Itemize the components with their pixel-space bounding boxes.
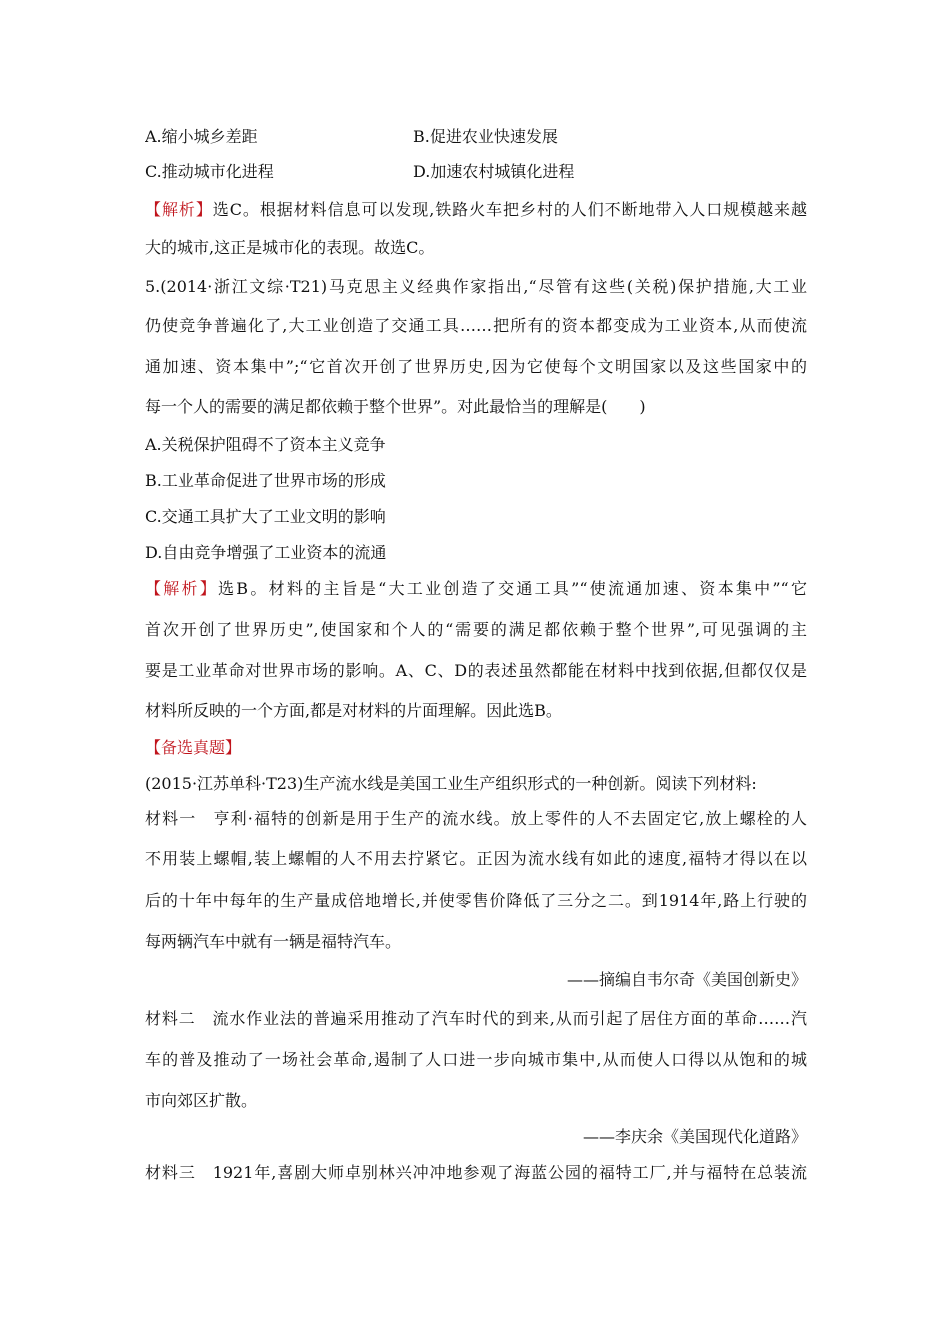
q5-option-a: A.关税保护阻碍不了资本主义竞争 <box>145 435 386 454</box>
material-1-line-1: 材料一 亨利·福特的创新是用于生产的流水线。放上零件的人不去固定它,放上螺栓的人 <box>145 809 807 828</box>
backup-heading: 【备选真题】 <box>145 738 242 757</box>
material-1-line-3: 后的十年中每年的生产量成倍地增长,并使零售价降低了三分之二。到1914年,路上行驶的 <box>145 891 807 910</box>
q5-analysis-line-4: 材料所反映的一个方面,都是对材料的片面理解。因此选B。 <box>145 701 562 720</box>
q4-option-a: A.缩小城乡差距 <box>145 127 258 146</box>
analysis-tag: 【解析】 <box>145 579 219 598</box>
q5-analysis-line-1 <box>145 579 807 599</box>
material-1-source: ——摘编自韦尔奇《美国创新史》 <box>566 970 807 989</box>
material-2-line-1: 材料二 流水作业法的普遍采用推动了汽车时代的到来,从而引起了居住方面的革命……汽 <box>145 1009 807 1028</box>
material-3-line-1: 材料三 1921年,喜剧大师卓别林兴冲冲地参观了海蓝公园的福特工厂,并与福特在总装流 <box>145 1163 807 1182</box>
q5-stem-line-3: 通加速、资本集中”;“它首次开创了世界历史,因为它使每个文明国家以及这些国家中的 <box>145 357 807 376</box>
material-2-line-2: 车的普及推动了一场社会革命,遏制了人口进一步向城市集中,从而使人口得以从饱和的城 <box>145 1050 807 1069</box>
q5-option-c: C.交通工具扩大了工业文明的影响 <box>145 507 386 526</box>
q4-option-d: D.加速农村城镇化进程 <box>413 162 575 181</box>
material-1-line-2: 不用装上螺帽,装上螺帽的人不用去拧紧它。正因为流水线有如此的速度,福特才得以在以 <box>145 849 807 868</box>
q5-stem-line-4: 每一个人的需要的满足都依赖于整个世界”。对此最恰当的理解是( ) <box>145 397 646 416</box>
q4-option-b: B.促进农业快速发展 <box>413 127 558 146</box>
q5-stem-line-2: 仍使竞争普遍化了,大工业创造了交通工具……把所有的资本都变成为工业资本,从而使流 <box>145 316 807 335</box>
q4-analysis-line-1 <box>145 200 807 220</box>
q5-analysis-line-3: 要是工业革命对世界市场的影响。A、C、D的表述虽然都能在材料中找到依据,但都仅仅是 <box>145 661 807 680</box>
material-1-line-4: 每两辆汽车中就有一辆是福特汽车。 <box>145 932 402 951</box>
analysis-tag: 【解析】 <box>145 200 213 219</box>
material-2-line-3: 市向郊区扩散。 <box>145 1091 258 1110</box>
q5-option-d: D.自由竞争增强了工业资本的流通 <box>145 543 387 562</box>
q4-analysis-line-2: 大的城市,这正是城市化的表现。故选C。 <box>145 238 435 257</box>
material-2-source: ——李庆余《美国现代化道路》 <box>582 1127 807 1146</box>
q5-stem-line-1: 5.(2014·浙江文综·T21)马克思主义经典作家指出,“尽管有这些(关税)保护措施,大工业 <box>145 277 807 296</box>
analysis-text: 选B。材料的主旨是“大工业创造了交通工具”“使流通加速、资本集中”“它 <box>218 579 807 598</box>
backup-intro: (2015·江苏单科·T23)生产流水线是美国工业生产组织形式的一种创新。阅读下列材料: <box>145 774 757 793</box>
q5-analysis-line-2: 首次开创了世界历史”,使国家和个人的“需要的满足都依赖于整个世界”,可见强调的主 <box>145 620 807 639</box>
q5-option-b: B.工业革命促进了世界市场的形成 <box>145 471 386 490</box>
analysis-text: 选C。根据材料信息可以发现,铁路火车把乡村的人们不断地带入人口规模越来越 <box>212 200 807 219</box>
q4-option-c: C.推动城市化进程 <box>145 162 274 181</box>
